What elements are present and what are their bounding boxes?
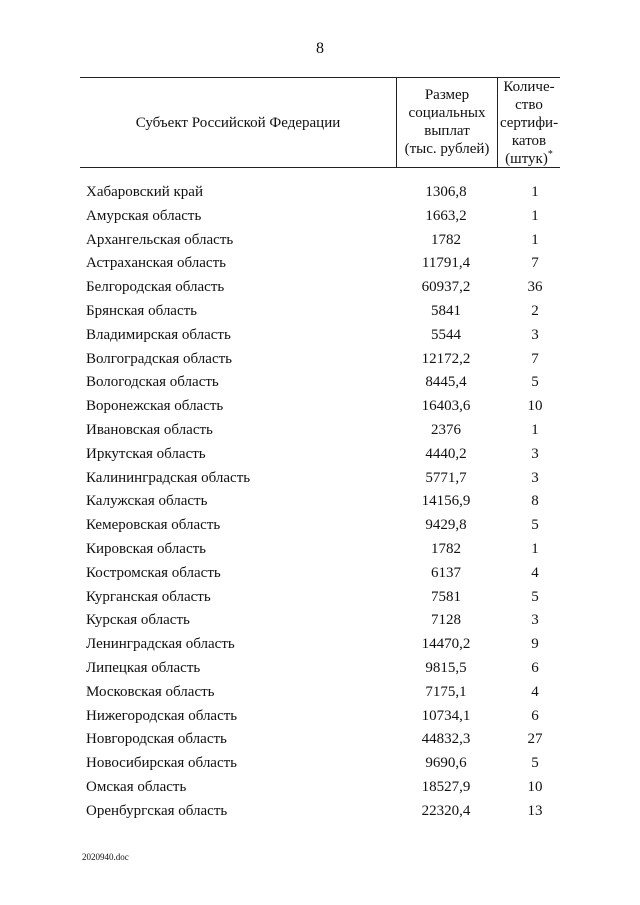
header-certificates (498, 78, 560, 168)
table-body (0, 181, 640, 824)
payment-amount: 9815,5 (425, 659, 467, 676)
header-subject: Субъект Российской Федерации (135, 115, 341, 131)
region-name: Липецкая область (86, 659, 201, 676)
payment-amount: 5771,7 (425, 469, 467, 486)
region-name: Хабаровский край (86, 184, 203, 200)
table-row (0, 633, 640, 657)
table-row (0, 609, 640, 633)
region-name: Белгородская область (86, 279, 225, 296)
certificate-count: 1 (531, 184, 539, 200)
payment-amount: 5544 (431, 326, 461, 343)
payment-amount: 6137 (431, 564, 461, 581)
certificate-count: 3 (531, 612, 539, 629)
table-row (0, 205, 640, 229)
payment-amount: 9429,8 (425, 517, 467, 534)
table-row (0, 681, 640, 705)
region-name: Ленинградская область (86, 636, 235, 653)
header-certificates-unit: (штук) (505, 151, 548, 167)
certificate-count: 5 (531, 755, 539, 772)
region-name: Кемеровская область (86, 517, 221, 534)
table-row (0, 276, 640, 300)
region-name: Курская область (86, 612, 190, 629)
page-number: 8 (316, 40, 324, 57)
table-row (0, 419, 640, 443)
header-payments-line: социальных (408, 105, 486, 121)
header-certificates-line: сертифи- (499, 115, 559, 131)
payment-amount: 7128 (431, 612, 461, 629)
certificate-count: 4 (531, 683, 539, 700)
region-name: Нижегородская область (86, 707, 238, 724)
certificate-count: 8 (531, 493, 539, 510)
header-certificates-line: Количе- (503, 79, 555, 95)
payment-amount: 11791,4 (421, 255, 471, 272)
region-name: Оренбургская область (86, 802, 228, 819)
table-row (0, 252, 640, 276)
payment-amount: 14156,9 (421, 493, 471, 510)
certificate-count: 1 (531, 207, 539, 224)
certificate-count: 27 (527, 731, 543, 748)
certificate-count: 13 (527, 802, 543, 819)
payment-amount: 1306,8 (425, 184, 467, 200)
table-row (0, 300, 640, 324)
payment-amount: 9690,6 (425, 755, 467, 772)
certificate-count: 3 (531, 469, 539, 486)
region-name: Омская область (86, 778, 187, 795)
table-row (0, 538, 640, 562)
table-row (0, 705, 640, 729)
header-certificates-line (498, 150, 560, 168)
region-name: Иркутская область (86, 445, 206, 462)
table-row (0, 490, 640, 514)
payment-amount: 2376 (431, 421, 461, 438)
certificate-count: 10 (527, 398, 543, 415)
table-row (0, 800, 640, 824)
header-certificates-line: ство (515, 97, 543, 113)
table-row (0, 229, 640, 253)
region-name: Вологодская область (86, 374, 219, 391)
payment-amount: 60937,2 (421, 279, 471, 296)
payment-amount: 1782 (431, 231, 461, 248)
table-row (0, 514, 640, 538)
certificate-count: 2 (531, 302, 539, 319)
region-name: Брянская область (86, 302, 198, 319)
region-name: Новгородская область (86, 731, 227, 748)
region-name: Новосибирская область (86, 755, 238, 772)
certificate-count: 3 (531, 445, 539, 462)
table-row (0, 324, 640, 348)
region-name: Кировская область (86, 540, 207, 557)
payment-amount: 10734,1 (421, 707, 471, 724)
certificate-count: 1 (531, 540, 539, 557)
certificate-count: 7 (531, 350, 539, 367)
region-name: Калининградская область (86, 469, 251, 486)
region-name: Курганская область (86, 588, 211, 605)
region-name: Архангельская область (86, 231, 234, 248)
region-name: Воронежская область (86, 398, 224, 415)
region-name: Калужская область (86, 493, 208, 510)
header-payments-line: выплат (424, 123, 470, 139)
table-row (0, 752, 640, 776)
payment-amount: 8445,4 (425, 374, 467, 391)
table-row (0, 443, 640, 467)
region-name: Московская область (86, 683, 215, 700)
region-name: Амурская область (86, 207, 202, 224)
table-row (0, 467, 640, 491)
payment-amount: 14470,2 (421, 636, 471, 653)
table-row (0, 395, 640, 419)
payment-amount: 44832,3 (421, 731, 471, 748)
payment-amount: 5841 (431, 302, 461, 319)
payment-amount: 12172,2 (421, 350, 471, 367)
table-row (0, 371, 640, 395)
certificate-count: 10 (527, 778, 543, 795)
payment-amount: 1782 (431, 540, 461, 557)
certificate-count: 4 (531, 564, 539, 581)
certificate-count: 5 (531, 588, 539, 605)
region-name: Ивановская область (86, 421, 213, 438)
table-row (0, 348, 640, 372)
payment-amount: 4440,2 (425, 445, 467, 462)
certificate-count: 1 (531, 421, 539, 438)
region-name: Астраханская область (86, 255, 226, 272)
certificate-count: 36 (527, 279, 543, 296)
header-payments-line: Размер (424, 87, 470, 103)
header-payments (397, 86, 497, 158)
region-name: Волгоградская область (86, 350, 232, 367)
table-row (0, 586, 640, 610)
certificate-count: 5 (531, 517, 539, 534)
payment-amount: 18527,9 (421, 778, 471, 795)
payment-amount: 7175,1 (425, 683, 467, 700)
certificate-count: 9 (531, 636, 539, 653)
payment-amount: 22320,4 (421, 802, 471, 819)
region-name: Костромская область (86, 564, 221, 581)
table-row (0, 776, 640, 800)
table-row (0, 181, 640, 205)
certificate-count: 7 (531, 255, 539, 272)
header-payments-line: (тыс. рублей) (404, 141, 490, 157)
table-row (0, 657, 640, 681)
certificate-count: 6 (531, 707, 539, 724)
payment-amount: 1663,2 (425, 207, 467, 224)
table-row (0, 728, 640, 752)
certificate-count: 6 (531, 659, 539, 676)
footnote-mark: * (547, 149, 553, 160)
certificate-count: 5 (531, 374, 539, 391)
certificate-count: 1 (531, 231, 539, 248)
table-top-rule (80, 77, 560, 78)
table-header-bottom-rule (80, 167, 560, 168)
payment-amount: 7581 (431, 588, 461, 605)
header-certificates-line: катов (511, 133, 547, 149)
certificate-count: 3 (531, 326, 539, 343)
payment-amount: 16403,6 (421, 398, 471, 415)
footer-file-name: 2020940.doc (82, 852, 129, 862)
region-name: Владимирская область (86, 326, 231, 343)
table-row (0, 562, 640, 586)
